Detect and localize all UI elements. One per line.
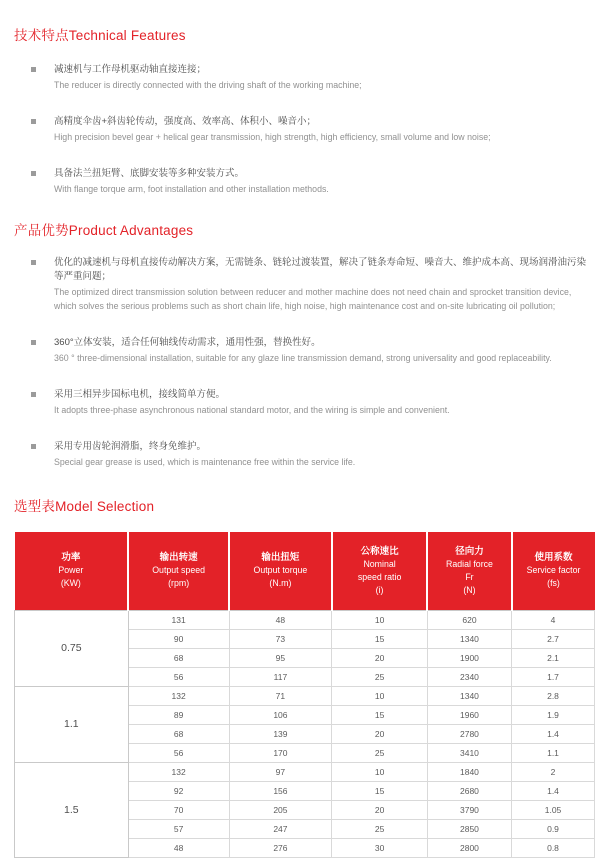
value-cell: 1900 xyxy=(427,648,511,667)
value-cell: 25 xyxy=(332,819,428,838)
bullet-square-icon xyxy=(31,444,36,449)
value-cell: 15 xyxy=(332,781,428,800)
column-header-zh: 输出转速 xyxy=(159,552,198,564)
value-cell: 57 xyxy=(128,819,229,838)
value-cell: 156 xyxy=(229,781,332,800)
value-cell: 10 xyxy=(332,686,428,705)
bullet-square-icon xyxy=(31,392,36,397)
value-cell: 2 xyxy=(512,762,595,781)
value-cell: 68 xyxy=(128,724,229,743)
section-heading-technical-features: 技术特点Technical Features xyxy=(14,28,186,43)
value-cell: 170 xyxy=(229,743,332,762)
bullet-square-icon xyxy=(31,340,36,345)
column-header-line: Radial force xyxy=(445,558,493,569)
table-row xyxy=(15,762,595,781)
value-cell: 131 xyxy=(128,610,229,629)
column-header-line: Output speed xyxy=(152,565,206,576)
column-header-line: Power xyxy=(58,565,84,576)
value-cell: 90 xyxy=(128,629,229,648)
column-header-line: Fr xyxy=(465,571,474,582)
value-cell: 1.7 xyxy=(512,667,595,686)
value-cell: 20 xyxy=(332,648,428,667)
value-cell: 132 xyxy=(128,686,229,705)
column-header-line: (fs) xyxy=(547,578,560,589)
value-cell: 2850 xyxy=(427,819,511,838)
value-cell: 89 xyxy=(128,705,229,724)
bullet-text-en: It adopts three-phase asynchronous national standard motor, and the wiring is simple and convenient. xyxy=(54,405,450,415)
bullet-text-en: The optimized direct transmission solution between reducer and mother machine does not need chain and sprocket transition device, which solves the serious problems such as short chain life, high noise, high maintenance cost and on-site lubricating oil pollution; xyxy=(54,287,572,311)
technical-features-bullet-list xyxy=(14,63,595,196)
value-cell: 139 xyxy=(229,724,332,743)
bullet-square-icon xyxy=(31,119,36,124)
bullet-item xyxy=(31,256,595,313)
value-cell: 2.7 xyxy=(512,629,595,648)
bullet-text-zh: 采用三相异步国标电机，接线简单方便。 xyxy=(54,389,226,400)
value-cell: 1960 xyxy=(427,705,511,724)
product-advantages-bullet-list xyxy=(14,256,595,469)
column-header xyxy=(229,532,332,610)
value-cell: 73 xyxy=(229,629,332,648)
column-header xyxy=(128,532,229,610)
value-cell: 4 xyxy=(512,610,595,629)
value-cell: 2780 xyxy=(427,724,511,743)
column-header-line: (N) xyxy=(463,584,476,595)
column-header-line: Nominal xyxy=(363,558,396,569)
value-cell: 0.8 xyxy=(512,838,595,857)
column-header-zh: 输出扭矩 xyxy=(261,552,300,564)
value-cell: 1840 xyxy=(427,762,511,781)
bullet-item xyxy=(31,388,595,417)
bullet-square-icon xyxy=(31,260,36,265)
value-cell: 30 xyxy=(332,838,428,857)
bullet-text-zh: 优化的减速机与母机直接传动解决方案，无需链条、链轮过渡装置，解决了链条寿命短、噪音大、维护成本高、现场润滑油污染等严重问题； xyxy=(54,257,587,282)
value-cell: 15 xyxy=(332,705,428,724)
power-cell: 0.75 xyxy=(15,610,129,686)
value-cell: 70 xyxy=(128,800,229,819)
value-cell: 620 xyxy=(427,610,511,629)
value-cell: 247 xyxy=(229,819,332,838)
bullet-text-en: High precision bevel gear + helical gear transmission, high strength, high efficiency, small volume and low noise; xyxy=(54,132,491,142)
bullet-text xyxy=(54,167,329,196)
value-cell: 48 xyxy=(229,610,332,629)
value-cell: 106 xyxy=(229,705,332,724)
bullet-item xyxy=(31,336,595,365)
column-header-zh: 功率 xyxy=(61,552,81,564)
bullet-square-icon xyxy=(31,171,36,176)
column-header-line: Service factor xyxy=(526,565,581,576)
bullet-text-zh: 减速机与工作母机驱动轴直接连接； xyxy=(54,64,207,75)
bullet-text-en: 360 ° three-dimensional installation, suitable for any glaze line transmission demand, strong universality and good replaceability. xyxy=(54,353,552,363)
value-cell: 56 xyxy=(128,667,229,686)
model-table-body xyxy=(15,610,595,857)
column-header-line: speed ratio xyxy=(357,571,402,582)
model-table-header xyxy=(15,532,595,610)
column-header xyxy=(332,532,428,610)
value-cell: 2.1 xyxy=(512,648,595,667)
bullet-text-zh: 360°立体安装，适合任何轴线传动需求，通用性强，替换性好。 xyxy=(54,337,321,348)
value-cell: 20 xyxy=(332,800,428,819)
value-cell: 1.9 xyxy=(512,705,595,724)
value-cell: 15 xyxy=(332,629,428,648)
value-cell: 2.8 xyxy=(512,686,595,705)
bullet-item xyxy=(31,63,595,92)
value-cell: 3790 xyxy=(427,800,511,819)
column-header-zh: 公称速比 xyxy=(360,545,399,557)
value-cell: 1.05 xyxy=(512,800,595,819)
column-header-zh: 径向力 xyxy=(455,545,484,557)
section-heading-product-advantages: 产品优势Product Advantages xyxy=(14,223,194,238)
value-cell: 56 xyxy=(128,743,229,762)
value-cell: 2680 xyxy=(427,781,511,800)
bullet-text xyxy=(54,115,491,144)
bullet-text-zh: 高精度伞齿+斜齿轮传动，强度高、效率高、体积小、噪音小； xyxy=(54,116,317,127)
column-header-line: (N.m) xyxy=(269,578,292,589)
value-cell: 68 xyxy=(128,648,229,667)
value-cell: 117 xyxy=(229,667,332,686)
value-cell: 1340 xyxy=(427,629,511,648)
bullet-text-en: The reducer is directly connected with the driving shaft of the working machine; xyxy=(54,80,362,90)
value-cell: 1340 xyxy=(427,686,511,705)
value-cell: 10 xyxy=(332,762,428,781)
value-cell: 1.4 xyxy=(512,724,595,743)
bullet-text xyxy=(54,388,450,417)
value-cell: 97 xyxy=(229,762,332,781)
section-heading-model-selection: 选型表Model Selection xyxy=(14,499,155,514)
table-row xyxy=(15,610,595,629)
value-cell: 25 xyxy=(332,667,428,686)
value-cell: 48 xyxy=(128,838,229,857)
bullet-text-en: With flange torque arm, foot installation and other installation methods. xyxy=(54,184,329,194)
value-cell: 132 xyxy=(128,762,229,781)
bullet-text-en: Special gear grease is used, which is maintenance free within the service life. xyxy=(54,457,356,467)
value-cell: 10 xyxy=(332,610,428,629)
column-header xyxy=(15,532,129,610)
power-cell: 1.5 xyxy=(15,762,129,857)
table-row xyxy=(15,686,595,705)
bullet-text xyxy=(54,256,594,313)
bullet-square-icon xyxy=(31,67,36,72)
column-header-line: (rpm) xyxy=(168,578,190,589)
value-cell: 276 xyxy=(229,838,332,857)
power-cell: 1.1 xyxy=(15,686,129,762)
column-header-zh: 使用系数 xyxy=(534,552,573,564)
value-cell: 1.1 xyxy=(512,743,595,762)
column-header-line: (KW) xyxy=(60,578,81,589)
value-cell: 3410 xyxy=(427,743,511,762)
bullet-item xyxy=(31,167,595,196)
value-cell: 2340 xyxy=(427,667,511,686)
value-cell: 25 xyxy=(332,743,428,762)
column-header xyxy=(512,532,595,610)
value-cell: 0.9 xyxy=(512,819,595,838)
value-cell: 1.4 xyxy=(512,781,595,800)
bullet-text-zh: 具备法兰扭矩臂、底脚安装等多种安装方式。 xyxy=(54,168,245,179)
value-cell: 20 xyxy=(332,724,428,743)
value-cell: 71 xyxy=(229,686,332,705)
bullet-text xyxy=(54,336,552,365)
value-cell: 95 xyxy=(229,648,332,667)
model-selection-table xyxy=(14,532,595,858)
bullet-item xyxy=(31,115,595,144)
bullet-text-zh: 采用专用齿轮润滑脂，终身免维护。 xyxy=(54,441,207,452)
column-header-line: Output torque xyxy=(253,565,308,576)
value-cell: 92 xyxy=(128,781,229,800)
column-header-line: (i) xyxy=(375,584,384,595)
bullet-text xyxy=(54,63,362,92)
value-cell: 205 xyxy=(229,800,332,819)
value-cell: 2800 xyxy=(427,838,511,857)
column-header xyxy=(427,532,511,610)
bullet-text xyxy=(54,440,355,469)
bullet-item xyxy=(31,440,595,469)
